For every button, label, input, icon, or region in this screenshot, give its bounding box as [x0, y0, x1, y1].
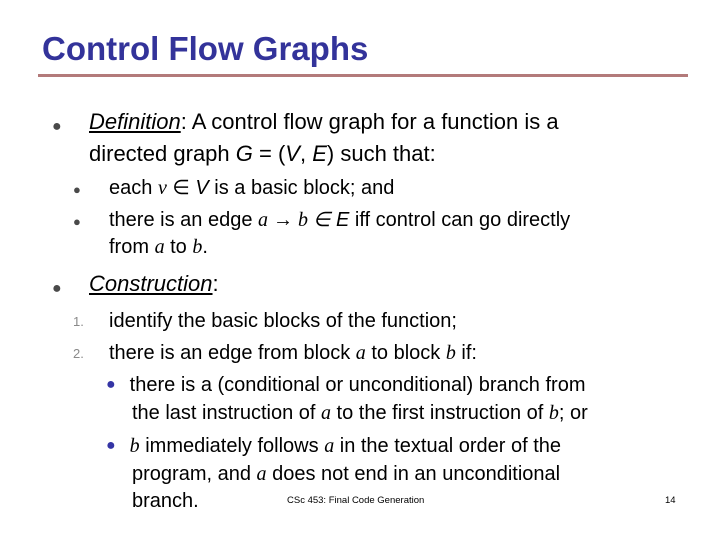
- text: ; or: [558, 402, 588, 424]
- construction-label: Construction: [89, 271, 213, 296]
- var-V: V: [195, 177, 209, 199]
- sub-item-2-line-1: [109, 207, 570, 233]
- var-b: b: [548, 402, 559, 424]
- sub-bullet-1: ●: [73, 182, 81, 197]
- sub-bullet-2: ●: [73, 214, 81, 229]
- text: = (: [252, 141, 286, 166]
- definition-label: Definition: [89, 109, 181, 134]
- text: does not end in an unconditional: [266, 463, 561, 485]
- var-a: a: [154, 236, 165, 258]
- var-v: v: [157, 177, 167, 199]
- var-a: a: [324, 435, 335, 457]
- blue-bullet-1: ●: [106, 376, 116, 393]
- page-number: 14: [665, 495, 676, 506]
- step-number-2: 2.: [73, 346, 84, 361]
- definition-line-1: [89, 109, 559, 135]
- text: immediately follows: [139, 435, 325, 457]
- condition-1-line-1: [106, 372, 585, 398]
- blue-bullet-2: ●: [106, 437, 116, 454]
- title-rule: [38, 74, 688, 77]
- text: ∈: [166, 177, 196, 199]
- var-a: a: [256, 463, 267, 485]
- var-V: V: [285, 141, 300, 166]
- text: program, and: [132, 463, 257, 485]
- text: to the first instruction of: [330, 402, 549, 424]
- var-b: b: [192, 236, 203, 258]
- text: iff control can go directly: [349, 209, 571, 231]
- var-a: a: [320, 402, 331, 424]
- text: ) such that:: [326, 141, 436, 166]
- edge-expression: a → b ∈: [258, 209, 331, 231]
- footer-text: CSc 453: Final Code Generation: [287, 495, 425, 506]
- var-G: G: [235, 141, 253, 166]
- definition-line-2: [89, 141, 436, 167]
- sub-item-1: [109, 175, 394, 201]
- slide-title: Control Flow Graphs: [42, 30, 369, 67]
- text: there is an edge from block: [109, 342, 356, 364]
- text: is a basic block; and: [208, 177, 395, 199]
- text: the last instruction of: [132, 402, 321, 424]
- condition-1-line-2: [132, 400, 588, 426]
- var-b: b: [445, 342, 456, 364]
- text: there is an edge: [109, 209, 258, 231]
- text: :: [212, 271, 219, 296]
- definition-text: : A control flow graph for a function is a: [180, 109, 559, 134]
- bullet-construction: ●: [52, 280, 62, 297]
- text: there is a (conditional or unconditional) branch from: [129, 374, 586, 396]
- bullet-definition: ●: [52, 118, 62, 135]
- construction-heading: [89, 271, 219, 297]
- sub-item-2-line-2: [109, 234, 208, 260]
- condition-2-line-1: [106, 433, 561, 459]
- text: to block: [365, 342, 446, 364]
- text: from: [109, 236, 155, 258]
- condition-2-line-3: branch.: [132, 490, 199, 512]
- text: ,: [299, 141, 313, 166]
- var-E: E: [330, 209, 350, 231]
- step-1: identify the basic blocks of the function;: [109, 310, 457, 332]
- text: in the textual order of the: [334, 435, 561, 457]
- step-2: [109, 340, 477, 366]
- step-number-1: 1.: [73, 314, 84, 329]
- text: to: [164, 236, 193, 258]
- text: if:: [455, 342, 477, 364]
- var-E: E: [312, 141, 327, 166]
- text: directed graph: [89, 141, 236, 166]
- condition-2-line-2: [132, 461, 560, 487]
- var-b: b: [129, 435, 140, 457]
- text: each: [109, 177, 158, 199]
- var-a: a: [355, 342, 366, 364]
- text: .: [202, 236, 208, 258]
